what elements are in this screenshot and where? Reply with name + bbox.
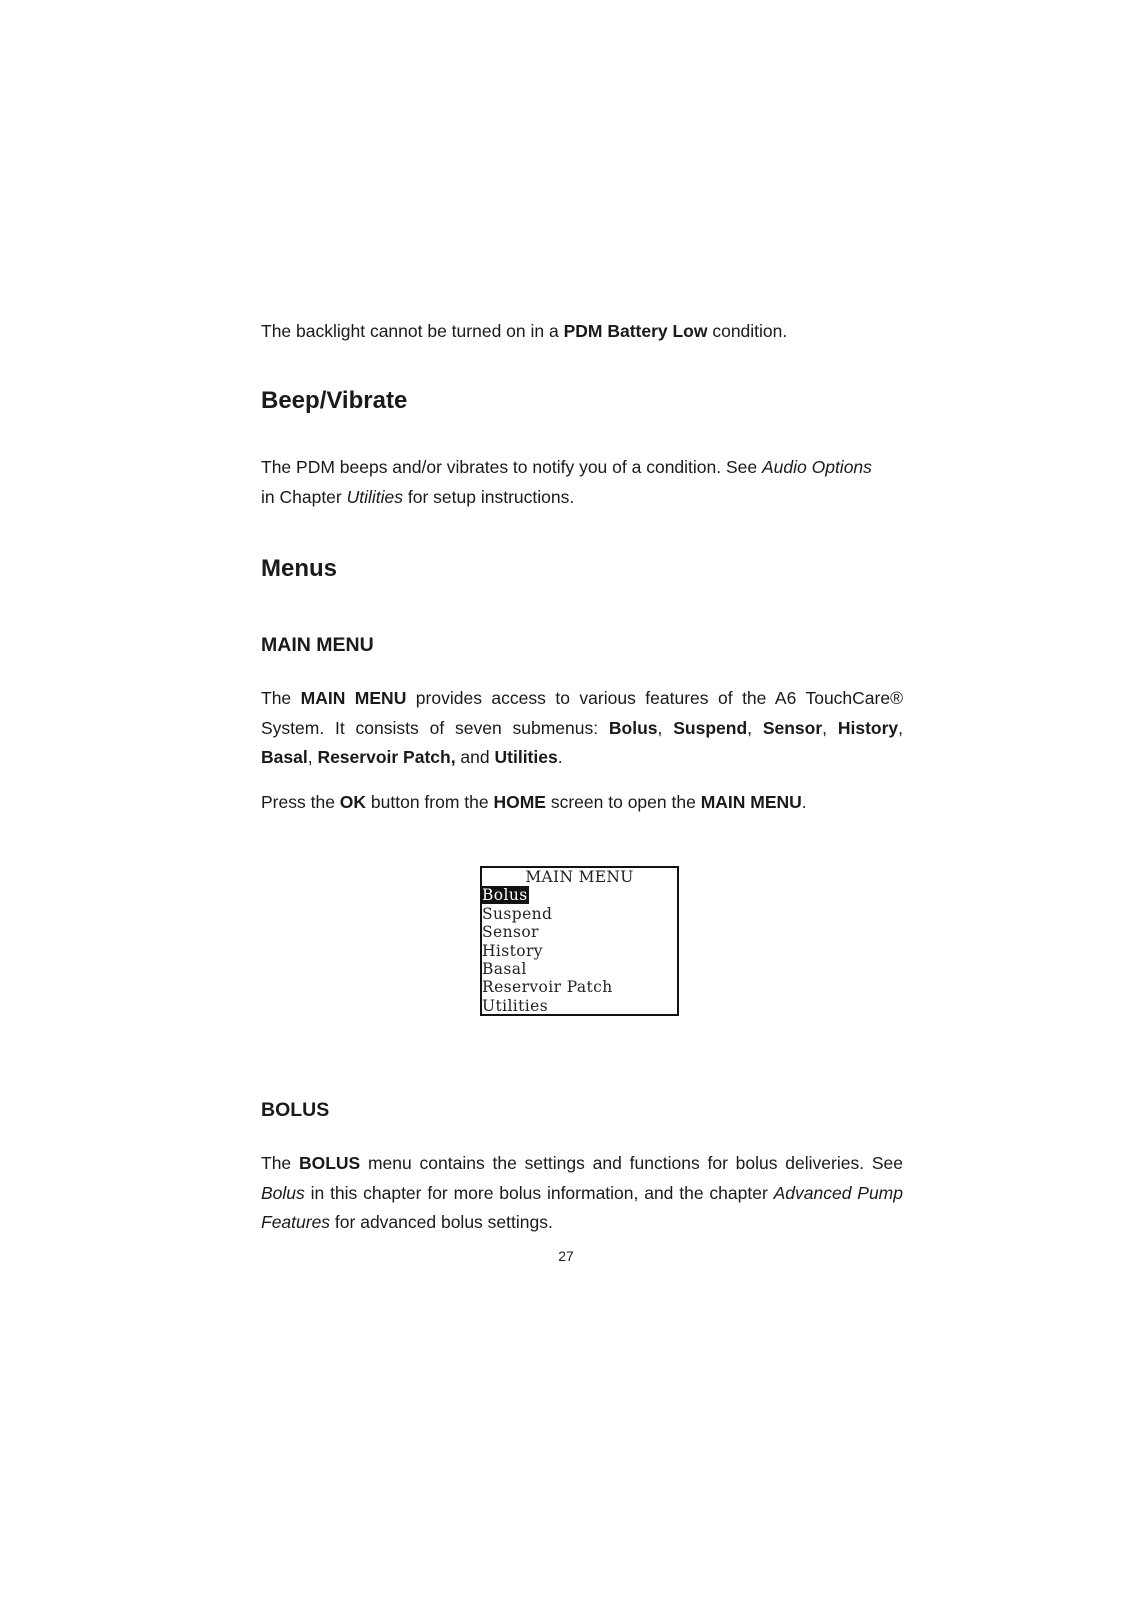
beep-italic-utilities: Utilities	[346, 486, 404, 507]
mm-bold-history: History	[837, 717, 899, 738]
lcd-item-basal: Basal	[482, 960, 527, 979]
mm-sep: ,	[898, 717, 904, 738]
lcd-title: MAIN MENU	[525, 868, 634, 886]
lcd-item-history: History	[482, 941, 543, 960]
press-text-4: .	[801, 792, 807, 812]
bolus-bold: BOLUS	[298, 1153, 361, 1173]
beep-italic-audio: Audio Options	[761, 457, 872, 477]
lcd-item-label: Bolus	[482, 886, 528, 905]
bolus-heading-block	[261, 1097, 903, 1123]
mm-bold-reservoir: Reservoir Patch,	[317, 747, 456, 767]
lcd-item-reservoir-patch: Reservoir Patch	[482, 978, 613, 997]
intro-text-end: condition.	[707, 321, 788, 341]
bolus-text-2: menu contains the settings and functions for bolus deliveries. See	[360, 1153, 903, 1173]
press-text-1: Press the	[261, 792, 340, 812]
intro-text: The backlight cannot be turned on in a	[261, 321, 564, 341]
press-bold-main-menu: MAIN MENU	[700, 792, 802, 812]
bolus-text-3: in this chapter for more bolus information, and the chapter	[304, 1182, 774, 1203]
menus-heading: Menus	[261, 555, 338, 582]
mm-sep: ,	[822, 717, 838, 738]
beep-text-3: for setup instructions.	[403, 486, 575, 507]
lcd-item-utilities: Utilities	[482, 996, 549, 1015]
lcd-item-sensor: Sensor	[482, 923, 539, 942]
mm-sep: ,	[657, 717, 674, 738]
mm-text-end: .	[557, 747, 563, 767]
bolus-paragraph	[261, 1149, 903, 1238]
bolus-heading: BOLUS	[261, 1099, 330, 1121]
beep-text-1: The PDM beeps and/or vibrates to notify you of a condition. See	[261, 457, 762, 477]
page-number: 27	[558, 1248, 574, 1264]
mm-sep: ,	[307, 747, 318, 767]
beep-text-2: in Chapter	[261, 486, 347, 507]
bolus-italic-advanced: Advanced Pump Features	[261, 1182, 903, 1232]
press-bold-ok: OK	[339, 792, 367, 812]
beep-paragraph	[261, 453, 903, 512]
press-ok-paragraph	[261, 788, 903, 818]
lcd-item-bolus	[482, 886, 677, 904]
bolus-text-1: The	[261, 1153, 299, 1173]
mm-bold-basal: Basal	[261, 747, 308, 767]
mm-bold-main-menu: MAIN MENU	[300, 688, 407, 708]
main-menu-paragraph	[261, 684, 903, 773]
mm-sep: ,	[747, 717, 763, 738]
beep-heading-block	[261, 386, 903, 416]
intro-paragraph	[261, 317, 903, 347]
main-menu-screen-figure	[480, 866, 679, 1016]
lcd-item-suspend: Suspend	[482, 904, 553, 923]
bolus-italic-bolus: Bolus	[261, 1182, 305, 1203]
mm-bold-utilities: Utilities	[494, 747, 558, 767]
main-menu-heading: MAIN MENU	[261, 634, 374, 656]
intro-bold: PDM Battery Low	[563, 321, 708, 341]
bolus-text-4: for advanced bolus settings.	[330, 1212, 553, 1232]
press-text-3: screen to open the	[545, 792, 701, 812]
mm-text-2: provides access to various features of the A6 TouchCare® System. It consists of seven submenus:	[261, 688, 903, 738]
mm-text-1: The	[261, 688, 301, 708]
beep-heading: Beep/Vibrate	[261, 387, 408, 414]
mm-bold-sensor: Sensor	[762, 717, 823, 738]
mm-bold-bolus: Bolus	[608, 717, 658, 738]
mm-text-and: and	[455, 747, 495, 767]
press-text-2: button from the	[366, 792, 494, 812]
press-bold-home: HOME	[493, 792, 546, 812]
menus-heading-block	[261, 554, 903, 584]
main-menu-heading-block	[261, 632, 903, 658]
mm-bold-suspend: Suspend	[673, 717, 748, 738]
